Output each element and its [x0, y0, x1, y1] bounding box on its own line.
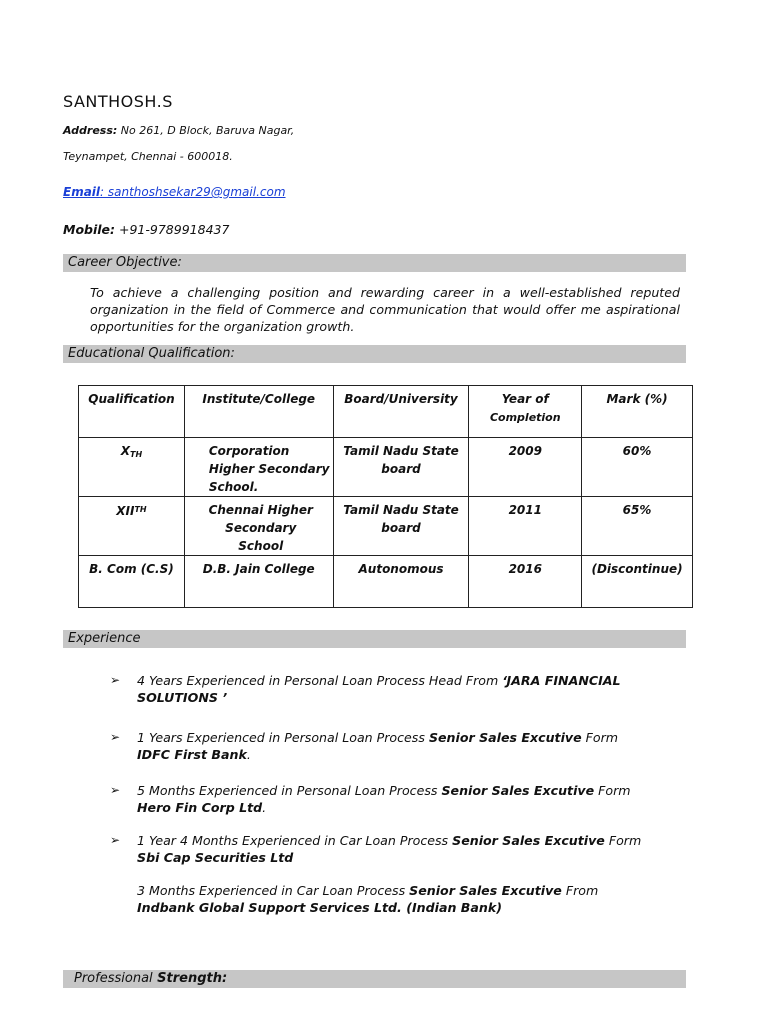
qual-text: X [120, 444, 130, 458]
exp-text: 1 Year 4 Months Experienced in Car Loan Process [137, 833, 453, 848]
experience-item [110, 882, 680, 916]
exp-company: ‘JARA FINANCIAL SOLUTIONS ’ [137, 673, 621, 705]
professional-strength-heading [63, 970, 686, 988]
header-year-label: Year of [501, 392, 549, 406]
email-label: Email [63, 185, 101, 199]
education-heading: Educational Qualification: [63, 345, 686, 363]
address-line-2: Teynampet, Chennai - 600018. [63, 150, 233, 163]
exp-text-post: Form [604, 833, 642, 848]
table-header-row [79, 386, 693, 438]
exp-role: Senior Sales Excutive [409, 883, 562, 898]
cell-qualification: B. Com (C.S) [79, 556, 185, 608]
exp-company-post: . [246, 747, 251, 762]
mobile-line [63, 222, 229, 237]
table-row [79, 497, 693, 556]
experience-item [110, 782, 680, 816]
qual-suffix: TH [134, 505, 147, 514]
email-line[interactable] [63, 185, 286, 199]
cell-board: Tamil Nadu State board [333, 438, 469, 497]
header-year [469, 386, 582, 438]
exp-text: 1 Years Experienced in Personal Loan Process [137, 730, 429, 745]
professional-heading-part2: Strength: [152, 971, 228, 986]
cell-mark: (Discontinue) [582, 556, 693, 608]
exp-text: 3 Months Experienced in Car Loan Process [137, 883, 410, 898]
cell-board: Autonomous [333, 556, 469, 608]
exp-text-post: Form [594, 783, 631, 798]
bullet-arrow-icon: ➢ [110, 783, 121, 797]
bullet-arrow-icon: ➢ [110, 730, 121, 744]
cell-qualification [79, 438, 185, 497]
header-mark: Mark (%) [582, 386, 693, 438]
exp-company-post: . [262, 800, 267, 815]
header-year-sub: Completion [489, 411, 561, 424]
mobile-label: Mobile: [63, 222, 116, 237]
cell-mark: 60% [582, 438, 693, 497]
email-link[interactable]: : santhoshsekar29@gmail.com [100, 185, 286, 199]
exp-company: Indbank Global Support Services Ltd. (Indian Bank) [137, 900, 503, 915]
exp-role: Senior Sales Excutive [441, 783, 595, 798]
candidate-name: SANTHOSH.S [63, 92, 173, 111]
cell-year: 2011 [469, 497, 582, 556]
exp-text-post: From [561, 883, 599, 898]
education-table [78, 385, 693, 608]
qual-suffix: TH [129, 450, 143, 459]
cell-year: 2016 [469, 556, 582, 608]
exp-role: Senior Sales Excutive [452, 833, 605, 848]
cell-mark: 65% [582, 497, 693, 556]
address-line-1 [63, 124, 294, 137]
exp-company: Sbi Cap Securities Ltd [137, 850, 294, 865]
experience-item [110, 729, 680, 763]
header-institute: Institute/College [184, 386, 333, 438]
exp-text: 4 Years Experienced in Personal Loan Process Head From [137, 673, 503, 688]
career-objective-heading: Career Objective: [63, 254, 686, 272]
cell-qualification [79, 497, 185, 556]
experience-item [110, 832, 680, 866]
cell-institute: Chennai Higher Secondary School [184, 497, 333, 556]
experience-heading: Experience [63, 630, 686, 648]
address-label: Address: [63, 124, 118, 137]
qual-text: XII [116, 504, 135, 518]
exp-text-post: Form [581, 730, 619, 745]
professional-heading-part1: Professional [74, 971, 153, 986]
cell-institute: D.B. Jain College [184, 556, 333, 608]
address-value-1: No 261, D Block, Baruva Nagar, [117, 124, 295, 137]
career-objective-text: To achieve a challenging position and rewarding career in a well-established reputed organization in the field of Commerce and communication that would offer me aspirational opportunities for the organization growth. [90, 285, 680, 334]
bullet-arrow-icon: ➢ [110, 673, 121, 687]
cell-year: 2009 [469, 438, 582, 497]
table-row [79, 438, 693, 497]
exp-company: Hero Fin Corp Ltd [137, 800, 263, 815]
cell-institute: Corporation Higher Secondary School. [184, 438, 333, 497]
exp-text: 5 Months Experienced in Personal Loan Process [137, 783, 442, 798]
mobile-value: +91-9789918437 [115, 222, 230, 237]
bullet-arrow-icon: ➢ [110, 833, 121, 847]
exp-role: Senior Sales Excutive [428, 730, 582, 745]
header-board: Board/University [333, 386, 469, 438]
exp-company: IDFC First Bank [137, 747, 247, 762]
table-row [79, 556, 693, 608]
cell-board: Tamil Nadu State board [333, 497, 469, 556]
header-qualification: Qualification [79, 386, 185, 438]
experience-item [110, 672, 680, 706]
